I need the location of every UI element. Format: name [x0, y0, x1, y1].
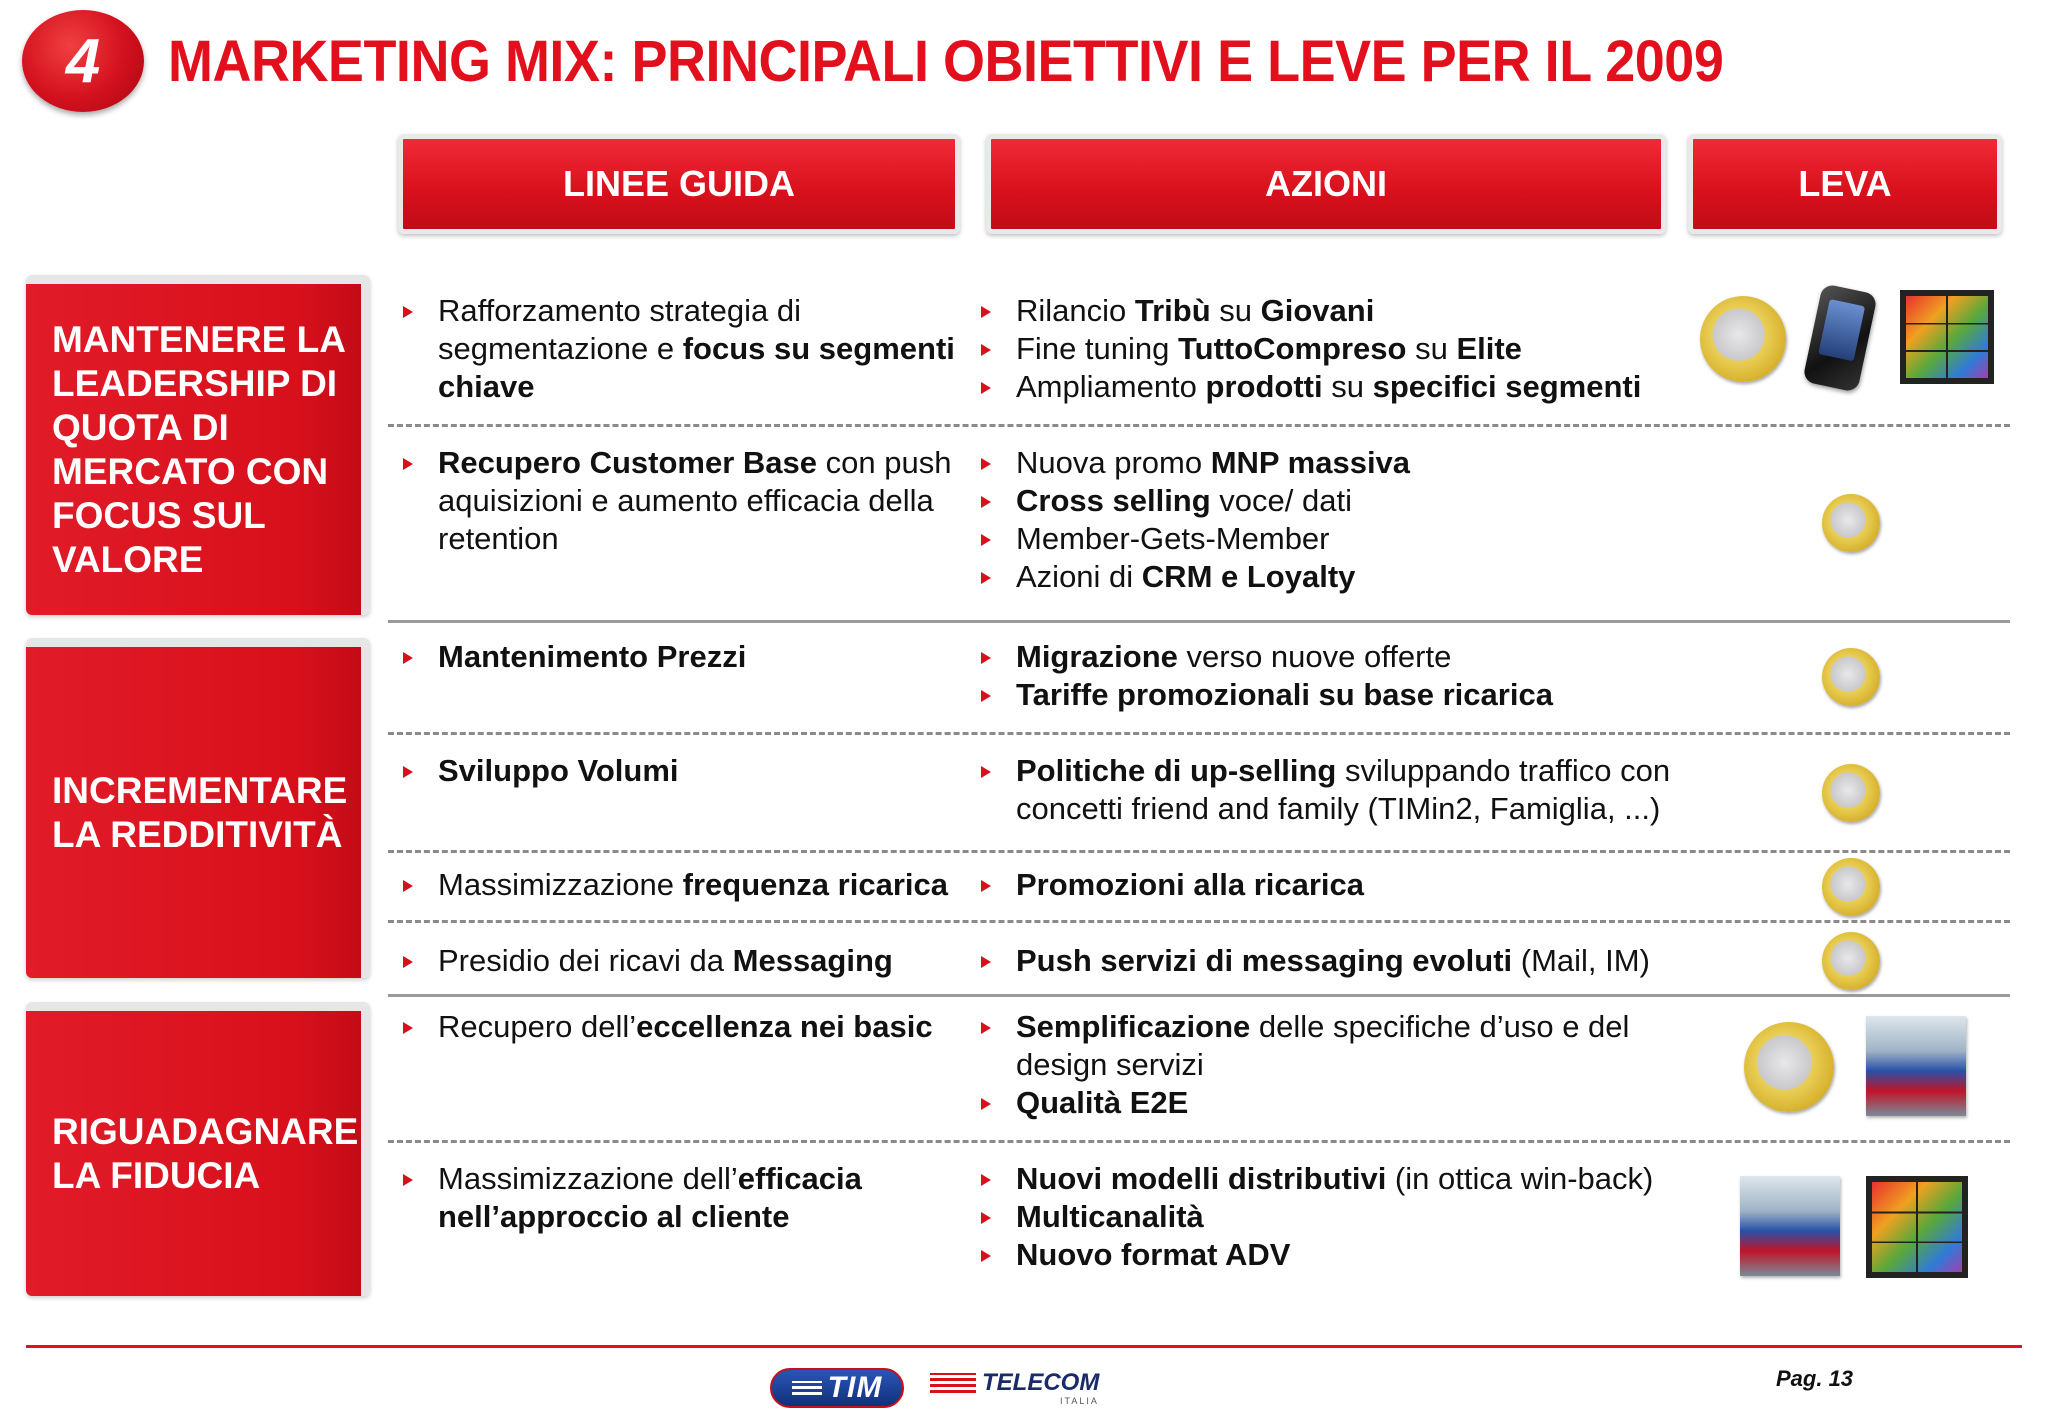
bold-text: CRM e Loyalty [1141, 559, 1356, 594]
action-item [978, 558, 1678, 596]
bold-text: Promozioni alla ricarica [1016, 867, 1365, 902]
euro-coin-icon [1744, 1022, 1834, 1112]
row-3-actions [978, 638, 1678, 714]
row-8-guide [400, 1160, 960, 1236]
guideline-item [400, 444, 960, 558]
action-item [978, 330, 1678, 368]
telecom-italia-logo: TELECOM [930, 1370, 1099, 1396]
bold-text: Tariffe promozionali su base ricarica [1016, 677, 1553, 712]
bold-text: Multicanalità [1016, 1199, 1204, 1234]
row-3-guide [400, 638, 960, 676]
section-redditivita-text [52, 769, 347, 857]
row-1-actions [978, 292, 1678, 406]
tim-store-icon [1740, 1176, 1840, 1276]
text: (in ottica win-back) [1386, 1161, 1654, 1196]
bold-text: Qualità E2E [1016, 1085, 1189, 1120]
section-line: MERCATO CON [52, 450, 329, 492]
bold-text: Push servizi di messaging evoluti [1016, 943, 1513, 978]
action-item [978, 1008, 1678, 1084]
section-fiducia-text [52, 1110, 358, 1198]
bold-text: Mantenimento Prezzi [438, 639, 747, 674]
page-title: MARKETING MIX: PRINCIPALI OBIETTIVI E LEVE PER IL 2009 [168, 29, 1724, 94]
row-divider [388, 1140, 2010, 1143]
action-item [978, 676, 1678, 714]
tv-advertising-icon [1866, 1176, 1968, 1278]
row-7-actions [978, 1008, 1678, 1122]
text: Massimizzazione dell’ [438, 1161, 738, 1196]
text: Fine tuning [1016, 331, 1178, 366]
action-item [978, 942, 1678, 980]
text: su [1210, 293, 1261, 328]
page-number: Pag. 13 [1776, 1366, 1854, 1391]
section-line: VALORE [52, 538, 204, 580]
action-item [978, 752, 1678, 828]
text: sviluppando traffico con concetti friend and family (TIMin2, Famiglia, ...) [1016, 753, 1671, 826]
row-7-guide [400, 1008, 960, 1046]
row-divider [388, 920, 2010, 923]
text: voce/ dati [1210, 483, 1352, 518]
action-item [978, 520, 1678, 558]
text: Nuova promo [1016, 445, 1211, 480]
section-fiducia [26, 1002, 370, 1296]
bold-text: Recupero Customer Base [438, 445, 818, 480]
section-line: LEADERSHIP DI [52, 362, 338, 404]
row-5-guide [400, 866, 970, 904]
section-line: QUOTA DI [52, 406, 229, 448]
action-item [978, 444, 1678, 482]
action-item [978, 1160, 1678, 1198]
euro-coin-icon [1822, 932, 1880, 990]
guideline-item [400, 942, 960, 980]
section-line: LA REDDITIVITÀ [52, 813, 343, 855]
row-6-actions [978, 942, 1678, 980]
row-4-actions [978, 752, 1678, 828]
bold-text: specifici segmenti [1372, 369, 1642, 404]
text: Ampliamento [1016, 369, 1206, 404]
euro-coin-icon [1700, 296, 1786, 382]
bold-text: Sviluppo Volumi [438, 753, 679, 788]
text: con push aquisizioni e aumento efficacia della retention [438, 445, 952, 556]
action-item [978, 1198, 1678, 1236]
bold-text: Messaging [732, 943, 893, 978]
section-line: RIGUADAGNARE [52, 1110, 359, 1152]
row-8-actions [978, 1160, 1678, 1274]
guideline-item [400, 866, 970, 904]
section-divider [388, 620, 2010, 623]
row-4-guide [400, 752, 960, 790]
bold-text: Nuovo format ADV [1016, 1237, 1291, 1272]
section-redditivita [26, 638, 370, 978]
euro-coin-icon [1822, 648, 1880, 706]
text: (Mail, IM) [1512, 943, 1650, 978]
section-divider [388, 994, 2010, 997]
telecom-italia-subtitle: ITALIA [1060, 1396, 1099, 1406]
column-header-actions: AZIONI [986, 134, 1666, 234]
column-header-guide: LINEE GUIDA [398, 134, 960, 234]
section-leadership-text [52, 318, 346, 582]
row-1-guide [400, 292, 960, 406]
euro-coin-icon [1822, 858, 1880, 916]
action-item [978, 1236, 1678, 1274]
row-divider [388, 850, 2010, 853]
mobile-phone-icon [1802, 283, 1878, 392]
text: Rilancio [1016, 293, 1135, 328]
row-2-guide [400, 444, 960, 558]
bold-text: Nuovi modelli distributivi [1016, 1161, 1387, 1196]
action-item [978, 368, 1678, 406]
bold-text: TuttoCompreso [1178, 331, 1407, 366]
text: Member-Gets-Member [1016, 521, 1330, 556]
guideline-item [400, 1008, 960, 1046]
row-2-actions [978, 444, 1678, 596]
bold-text: focus su segmenti chiave [438, 331, 955, 404]
bold-text: Migrazione [1016, 639, 1178, 674]
tim-logo: TIM [770, 1368, 904, 1408]
text: su [1322, 369, 1373, 404]
bold-text: Semplificazione [1016, 1009, 1251, 1044]
column-header-lever: LEVA [1688, 134, 2002, 234]
action-item [978, 292, 1678, 330]
section-leadership [26, 275, 370, 615]
euro-coin-icon [1822, 764, 1880, 822]
row-6-guide [400, 942, 960, 980]
bold-text: prodotti [1205, 369, 1323, 404]
guideline-item [400, 292, 960, 406]
bold-text: frequenza ricarica [682, 867, 948, 902]
action-item [978, 638, 1678, 676]
bold-text: Elite [1456, 331, 1522, 366]
section-line: MANTENERE LA [52, 318, 346, 360]
row-divider [388, 424, 2010, 427]
euro-coin-icon [1822, 494, 1880, 552]
bold-text: Tribù [1134, 293, 1211, 328]
section-line: FOCUS SUL [52, 494, 266, 536]
bold-text: Cross selling [1016, 483, 1211, 518]
action-item [978, 1084, 1678, 1122]
text: su [1406, 331, 1457, 366]
text: delle specifiche d’uso e del design servizi [1016, 1009, 1630, 1082]
bold-text: MNP massiva [1210, 445, 1411, 480]
row-5-actions [978, 866, 1678, 904]
guideline-item [400, 638, 960, 676]
action-item [978, 866, 1678, 904]
bold-text: Politiche di up-selling [1016, 753, 1337, 788]
guideline-item [400, 752, 960, 790]
tim-store-icon [1866, 1016, 1966, 1116]
action-item [978, 482, 1678, 520]
text: verso nuove offerte [1177, 639, 1452, 674]
guideline-item [400, 1160, 960, 1236]
text: Massimizzazione [438, 867, 683, 902]
tv-advertising-icon [1900, 290, 1994, 384]
bold-text: efficacia nell’approccio al cliente [438, 1161, 862, 1234]
row-divider [388, 732, 2010, 735]
footer-divider [26, 1345, 2022, 1348]
text: Azioni di [1016, 559, 1142, 594]
text: Recupero dell’ [438, 1009, 637, 1044]
section-line: LA FIDUCIA [52, 1154, 261, 1196]
text: Presidio dei ricavi da [438, 943, 733, 978]
bold-text: eccellenza nei basic [636, 1009, 933, 1044]
text: Rafforzamento strategia di segmentazione e [438, 293, 802, 366]
bold-text: Giovani [1260, 293, 1375, 328]
section-number-badge: 4 [22, 10, 144, 112]
section-line: INCREMENTARE [52, 769, 348, 811]
